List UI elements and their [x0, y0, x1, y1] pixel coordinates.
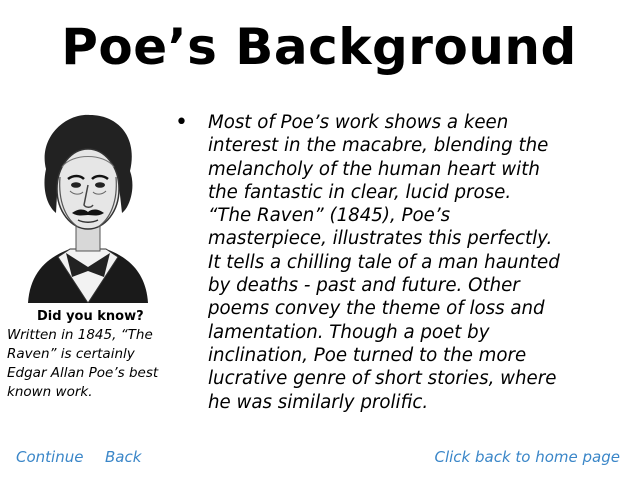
- back-link[interactable]: Back: [105, 448, 142, 466]
- bullet-icon: •: [175, 110, 188, 135]
- home-page-link[interactable]: Click back to home page: [434, 448, 620, 466]
- poe-portrait-image: [18, 107, 158, 303]
- did-you-know-fact: Written in 1845, “The Raven” is certainly Edgar Allan Poe’s best known work.: [7, 327, 159, 400]
- bullet-text: Most of Poe’s work shows a keen interest in the macabre, blending the melancholy of the human heart with the fantastic in clear, lucid prose. “The Raven” (1845), Poe’s masterpiece, illustrates this perfectly. It tells a chilling tale of a man haunted by deaths - past and future. Other poems convey the theme of loss and lamentation. Though a poet by inclination, Poe turned to the more lucrative genre of short stories, where he was similarly prolific.: [208, 112, 560, 413]
- page-title: Poe’s Background: [61, 18, 577, 76]
- continue-link[interactable]: Continue: [16, 448, 84, 466]
- did-you-know-heading: Did you know?: [37, 309, 144, 324]
